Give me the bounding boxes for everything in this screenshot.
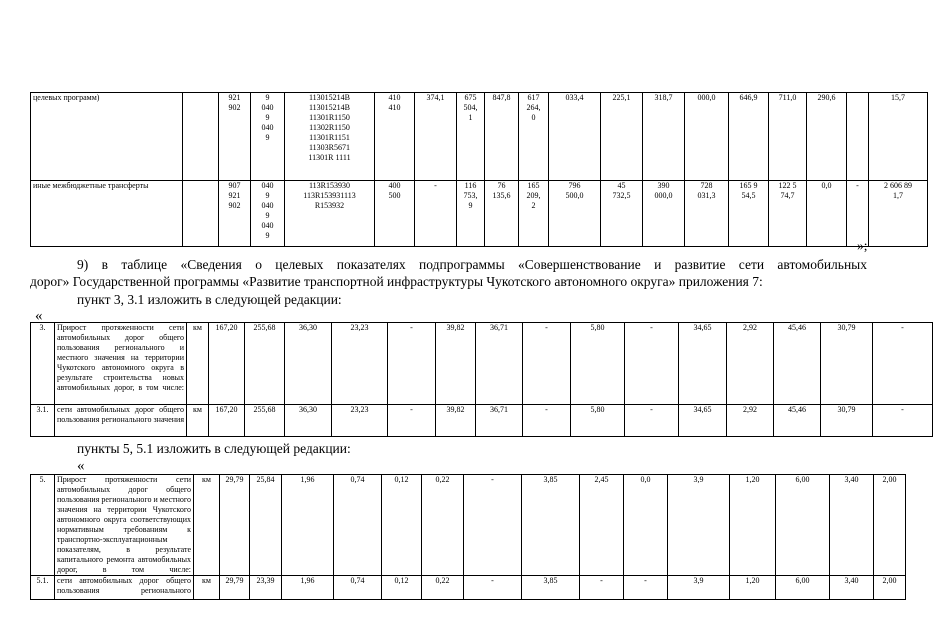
table-cell: 0,74 <box>334 576 382 600</box>
table-cell: - <box>523 405 571 437</box>
table-cell: целевых программ) <box>31 93 183 181</box>
table-cell: 113015214В 113015214В 11301R1150 11302R1150 11301R1151 11303R5671 11301R 1111 <box>285 93 375 181</box>
table-cell: 5,80 <box>571 405 625 437</box>
table-cell <box>183 181 219 247</box>
table-cell: 400 500 <box>375 181 415 247</box>
table-cell: 2,45 <box>580 475 624 576</box>
table-cell: 847,8 <box>485 93 519 181</box>
table-cell: 0,22 <box>422 475 464 576</box>
table-cell: 36,30 <box>285 323 332 405</box>
paragraph-9-line-3: пункт 3, 3.1 изложить в следующей редакции: <box>77 292 342 307</box>
table-cell: - <box>625 323 679 405</box>
table-cell: 34,65 <box>679 405 727 437</box>
table-cell: 410 410 <box>375 93 415 181</box>
table-cell: 728 031,3 <box>685 181 729 247</box>
table-cell: - <box>625 405 679 437</box>
table-cell: 1,96 <box>282 576 334 600</box>
table-cell: 3,9 <box>668 475 730 576</box>
table-cell: 5.1. <box>31 576 55 600</box>
table-cell: 1,20 <box>730 576 776 600</box>
table-cell: 921 902 <box>219 93 251 181</box>
table-cell: 2,00 <box>874 576 906 600</box>
table-cell: 907 921 902 <box>219 181 251 247</box>
table-cell: - <box>580 576 624 600</box>
table-cell: 0,12 <box>382 475 422 576</box>
table-cell: - <box>523 323 571 405</box>
table-cell: 033,4 <box>549 93 601 181</box>
table-cell: 167,20 <box>209 405 245 437</box>
table-cell: 0,74 <box>334 475 382 576</box>
table-cell: 6,00 <box>776 475 830 576</box>
table-cell: 255,68 <box>245 405 285 437</box>
table-cell: 3,85 <box>522 576 580 600</box>
table-cell: 2 606 89 1,7 <box>869 181 928 247</box>
table-cell: 0,0 <box>624 475 668 576</box>
table-cell: 9 040 9 040 9 <box>251 93 285 181</box>
table-cell: 3,85 <box>522 475 580 576</box>
table-cell: 39,82 <box>436 405 476 437</box>
table-cell: сети автомобильных дорог общего пользования регионального <box>55 576 194 600</box>
opening-quote-2: « <box>77 458 85 474</box>
table-cell: 3,40 <box>830 475 874 576</box>
indicators-table-3 <box>30 322 933 437</box>
table-cell: 1,96 <box>282 475 334 576</box>
table-cell: 290,6 <box>807 93 847 181</box>
table-cell: 23,23 <box>332 323 388 405</box>
table-cell: 0,22 <box>422 576 464 600</box>
table-cell: 5. <box>31 475 55 576</box>
table-cell: 34,65 <box>679 323 727 405</box>
subsidies-table-body <box>31 93 928 247</box>
table-cell: 25,84 <box>250 475 282 576</box>
table-cell: - <box>464 576 522 600</box>
table-cell: 2,92 <box>727 323 774 405</box>
table-cell: Прирост протяженности сети автомобильных дорог общего пользования регионального и местного значения на территории Чукотского автономного округа соответствующих нормативным требованиям к транспортно-эксплуатационным показателям, в результате капитального ремонта автомобильных дорог, в том числе: <box>55 475 194 576</box>
table-row <box>31 576 906 600</box>
table-row <box>31 475 906 576</box>
table-row <box>31 181 928 247</box>
table-cell: 113R153930 113R15393​1113 R153932 <box>285 181 375 247</box>
table-cell: Прирост протяженности сети автомобильных дорог общего пользования регионального и местного значения на территории Чукотского автономного округа в результате строительства новых автомобильных дорог, в том числе: <box>55 323 187 405</box>
table-cell: 45 732,5 <box>601 181 643 247</box>
table-row <box>31 323 933 405</box>
table-cell: сети автомобильных дорог общего пользования регионального значения <box>55 405 187 437</box>
table-cell: 3. <box>31 323 55 405</box>
table-cell: - <box>464 475 522 576</box>
table-cell: 167,20 <box>209 323 245 405</box>
paragraph-9-line-2: дорог» Государственной программы «Развитие транспортной инфраструктуры Чукотского автономного округа» приложения 7: <box>30 274 763 289</box>
table-cell: 39,82 <box>436 323 476 405</box>
table-cell: 0,0 <box>807 181 847 247</box>
table-cell: 225,1 <box>601 93 643 181</box>
table-cell: 30,79 <box>821 405 873 437</box>
table-cell: 617 264, 0 <box>519 93 549 181</box>
paragraph-points-5: пункты 5, 5.1 изложить в следующей редакции: <box>77 441 351 456</box>
table-cell: 2,00 <box>874 475 906 576</box>
table-cell: 711,0 <box>769 93 807 181</box>
opening-quote-1: « <box>35 308 43 324</box>
table-cell: 165 9 54,5 <box>729 181 769 247</box>
table-cell: - <box>873 323 933 405</box>
table-cell: 255,68 <box>245 323 285 405</box>
table-cell: 29,79 <box>220 576 250 600</box>
subsidies-table <box>30 92 928 247</box>
table-cell: - <box>624 576 668 600</box>
table-cell: 122 5 74,7 <box>769 181 807 247</box>
table-cell: 76 135,6 <box>485 181 519 247</box>
table-cell: 36,30 <box>285 405 332 437</box>
table-cell: 646,9 <box>729 93 769 181</box>
table-cell: - <box>847 181 869 247</box>
table-cell: 45,46 <box>774 405 821 437</box>
paragraph-9-line-1: 9) в таблице «Сведения о целевых показателях подпрограммы «Совершенствование и развитие сети автомобильных <box>77 257 867 272</box>
indicators-table-3-body <box>31 323 933 437</box>
table-cell: - <box>388 323 436 405</box>
table-cell: 3,9 <box>668 576 730 600</box>
table-cell: 1,20 <box>730 475 776 576</box>
table-row <box>31 405 933 437</box>
table-cell: 374,1 <box>415 93 457 181</box>
table-cell: 23,23 <box>332 405 388 437</box>
table-cell: км <box>187 405 209 437</box>
table-cell: 318,7 <box>643 93 685 181</box>
table-cell: 2,92 <box>727 405 774 437</box>
table-cell <box>847 93 869 181</box>
table-cell: 6,00 <box>776 576 830 600</box>
table-cell: 040 9 040 9 040 9 <box>251 181 285 247</box>
table-cell: 675 504, 1 <box>457 93 485 181</box>
table-cell: 0,12 <box>382 576 422 600</box>
indicators-table-5 <box>30 474 906 600</box>
table-cell: 29,79 <box>220 475 250 576</box>
table-cell: 5,80 <box>571 323 625 405</box>
table-cell: 45,46 <box>774 323 821 405</box>
table-cell: км <box>194 576 220 600</box>
table-cell: 116 753, 9 <box>457 181 485 247</box>
table-cell: 3,40 <box>830 576 874 600</box>
table-cell: 23,39 <box>250 576 282 600</box>
table-cell: 000,0 <box>685 93 729 181</box>
table-cell: иные межбюджетные трансферты <box>31 181 183 247</box>
indicators-table-5-body <box>31 475 906 600</box>
table-cell: 165 209, 2 <box>519 181 549 247</box>
table-cell: - <box>388 405 436 437</box>
table-cell: 15,7 <box>869 93 928 181</box>
table-cell <box>183 93 219 181</box>
table-cell: 390 000,0 <box>643 181 685 247</box>
table-cell: 3.1. <box>31 405 55 437</box>
table-cell: 36,71 <box>476 405 523 437</box>
table-cell: - <box>415 181 457 247</box>
table-row <box>31 93 928 181</box>
table-cell: км <box>194 475 220 576</box>
table-cell: - <box>873 405 933 437</box>
closing-quote: »; <box>857 238 868 253</box>
table-cell: 36,71 <box>476 323 523 405</box>
table-cell: км <box>187 323 209 405</box>
table-cell: 30,79 <box>821 323 873 405</box>
table-cell: 796 500,0 <box>549 181 601 247</box>
